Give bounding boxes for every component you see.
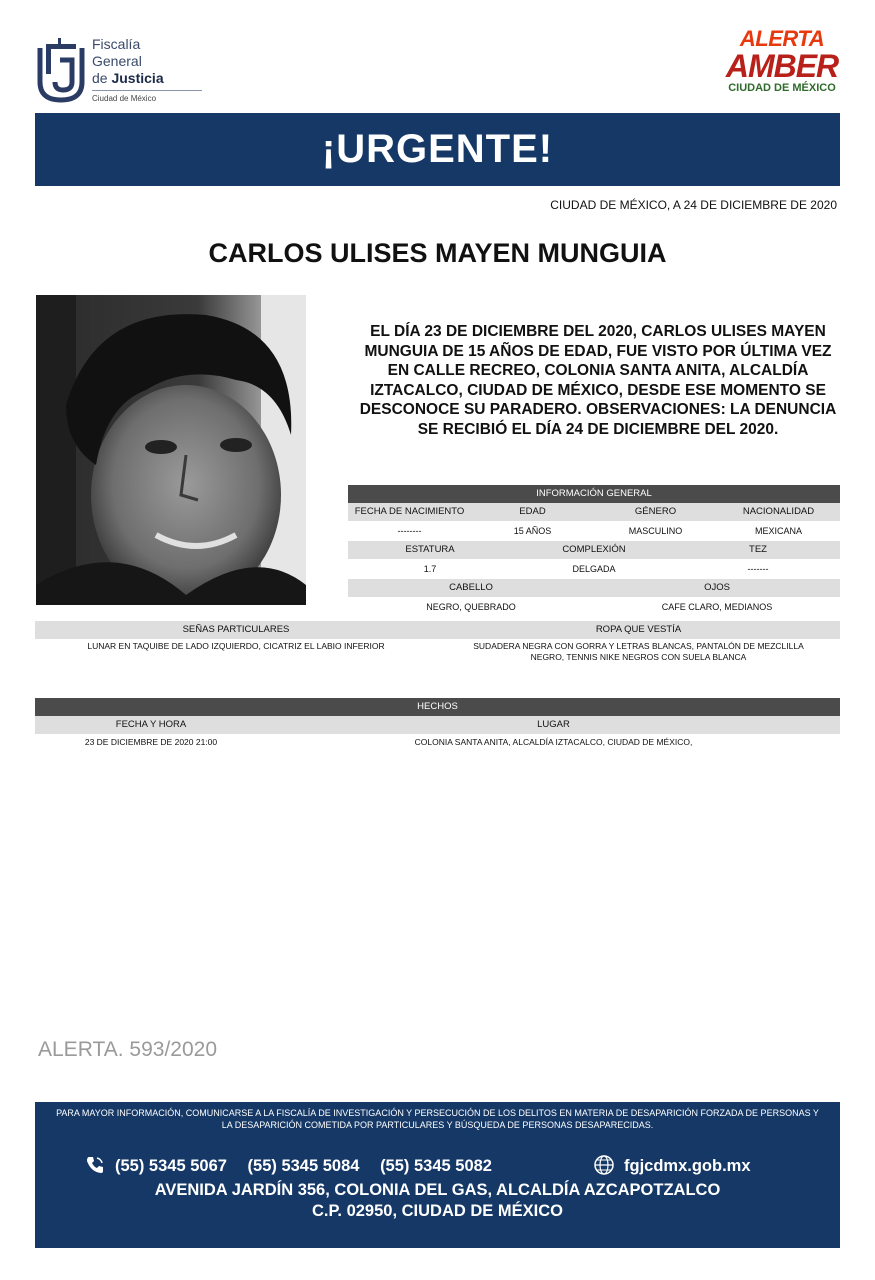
fgj-line-3-prefix: de xyxy=(92,70,112,86)
marks-clothing-values xyxy=(35,639,840,669)
general-info-header-row-1 xyxy=(348,503,840,521)
fgj-divider xyxy=(92,90,202,91)
fgj-line-1: Fiscalía xyxy=(92,36,141,52)
value-age: 15 AÑOS xyxy=(513,526,552,536)
marks-clothing-table xyxy=(35,621,840,669)
alert-number: ALERTA. 593/2020 xyxy=(38,1038,218,1061)
header-complexion: TEZ xyxy=(749,544,767,555)
amber-line-2: AMBER xyxy=(725,48,839,84)
value-build: DELGADA xyxy=(572,564,616,574)
amber-line-1: ALERTA xyxy=(739,26,825,51)
header-clothing: ROPA QUE VESTÍA xyxy=(595,624,682,635)
facts-header xyxy=(35,716,840,734)
phone-icon xyxy=(85,1155,105,1175)
value-complexion: ------- xyxy=(747,564,769,574)
value-clothing-line-2: NEGRO, TENNIS NIKE NEGROS CON SUELA BLANCA xyxy=(530,652,747,662)
general-info-value-row-3 xyxy=(348,597,840,617)
header-height: ESTATURA xyxy=(405,544,455,555)
fgj-line-3-bold: Justicia xyxy=(111,70,164,86)
value-place: COLONIA SANTA ANITA, ALCALDÍA IZTACALCO, CIUDAD DE MÉXICO, xyxy=(414,737,693,747)
header-place: LUGAR xyxy=(537,719,570,730)
phone-2[interactable]: (55) 5345 5084 xyxy=(247,1157,360,1175)
header-datetime: FECHA Y HORA xyxy=(115,719,187,730)
website-link[interactable]: fgjcdmx.gob.mx xyxy=(624,1157,751,1175)
fgj-subtitle: Ciudad de México xyxy=(92,94,157,103)
value-nationality: MEXICANA xyxy=(754,526,802,536)
value-birthdate: -------- xyxy=(397,526,422,536)
header-gender: GÉNERO xyxy=(634,506,677,517)
marks-clothing-header xyxy=(35,621,840,639)
header-hair: CABELLO xyxy=(449,582,493,593)
general-info-table xyxy=(348,485,840,617)
header-build: COMPLEXIÓN xyxy=(562,544,626,555)
dateline: CIUDAD DE MÉXICO, A 24 DE DICIEMBRE DE 2020 xyxy=(550,198,837,212)
header-birthdate: FECHA DE NACIMIENTO xyxy=(354,506,465,517)
header-nationality: NACIONALIDAD xyxy=(742,506,815,517)
contact-footer xyxy=(35,1102,840,1248)
general-info-title: INFORMACIÓN GENERAL xyxy=(348,485,840,503)
person-name: CARLOS ULISES MAYEN MUNGUIA xyxy=(208,238,667,268)
fgj-logo xyxy=(36,34,176,110)
address-line-1: AVENIDA JARDÍN 356, COLONIA DEL GAS, ALCALDÍA AZCAPOTZALCO xyxy=(154,1181,721,1199)
urgent-banner: ¡URGENTE! xyxy=(35,113,840,186)
footer-notice: PARA MAYOR INFORMACIÓN, COMUNICARSE A LA FISCALÍA DE INVESTIGACIÓN Y PERSECUCIÓN DE LOS DELITOS EN MATERIA DE DESAPARICIÓN FORZADA DE PERSONAS Y LA DESAPARICIÓN COMETIDA POR PARTICULARES Y BÚSQUEDA DE PERSONAS DESAPARECIDAS. xyxy=(56,1108,819,1130)
address xyxy=(35,1180,840,1222)
facts-title: HECHOS xyxy=(35,698,840,716)
general-info-value-row-1 xyxy=(348,521,840,541)
photo-illustration xyxy=(36,295,306,605)
value-height: 1.7 xyxy=(423,564,437,574)
phone-list xyxy=(115,1157,508,1176)
globe-icon xyxy=(593,1154,615,1176)
value-hair: NEGRO, QUEBRADO xyxy=(426,602,516,612)
address-line-2: C.P. 02950, CIUDAD DE MÉXICO xyxy=(312,1202,563,1220)
person-photo xyxy=(36,295,306,605)
header-eyes: OJOS xyxy=(704,582,730,593)
general-info-header-row-2 xyxy=(348,541,840,559)
fgj-line-2: General xyxy=(92,53,142,69)
header-age: EDAD xyxy=(519,506,546,517)
general-info-header-row-3 xyxy=(348,579,840,597)
value-marks: LUNAR EN TAQUIBE DE LADO IZQUIERDO, CICATRIZ EL LABIO INFERIOR xyxy=(87,641,385,651)
value-gender: MASCULINO xyxy=(628,526,683,536)
phone-3[interactable]: (55) 5345 5082 xyxy=(380,1157,492,1175)
fgj-logo-icon xyxy=(36,38,86,104)
value-clothing-line-1: SUDADERA NEGRA CON GORRA Y LETRAS BLANCAS, PANTALÓN DE MEZCLILLA xyxy=(473,641,804,651)
value-datetime: 23 DE DICIEMBRE DE 2020 21:00 xyxy=(84,737,218,747)
amber-line-3: CIUDAD DE MÉXICO xyxy=(728,82,836,94)
facts-values xyxy=(35,734,840,750)
facts-table xyxy=(35,698,840,750)
phone-1[interactable]: (55) 5345 5067 xyxy=(115,1157,227,1175)
narrative-text: EL DÍA 23 DE DICIEMBRE DEL 2020, CARLOS ULISES MAYEN MUNGUIA DE 15 AÑOS DE EDAD, FUE VISTO POR ÚLTIMA VEZ EN CALLE RECREO, COLONIA SANTA ANITA, ALCALDÍA IZTACALCO, CIUDAD DE MÉXICO, DESDE ESE MOMENTO SE DESCONOCE SU PARADERO. OBSERVACIONES: LA DENUNCIA SE RECIBIÓ EL DÍA 24 DE DICIEMBRE DEL 2020. xyxy=(359,323,837,438)
general-info-value-row-2 xyxy=(348,559,840,579)
value-eyes: CAFE CLARO, MEDIANOS xyxy=(661,602,773,612)
header-marks: SEÑAS PARTICULARES xyxy=(182,624,290,635)
alerta-amber-logo-icon xyxy=(722,28,842,108)
